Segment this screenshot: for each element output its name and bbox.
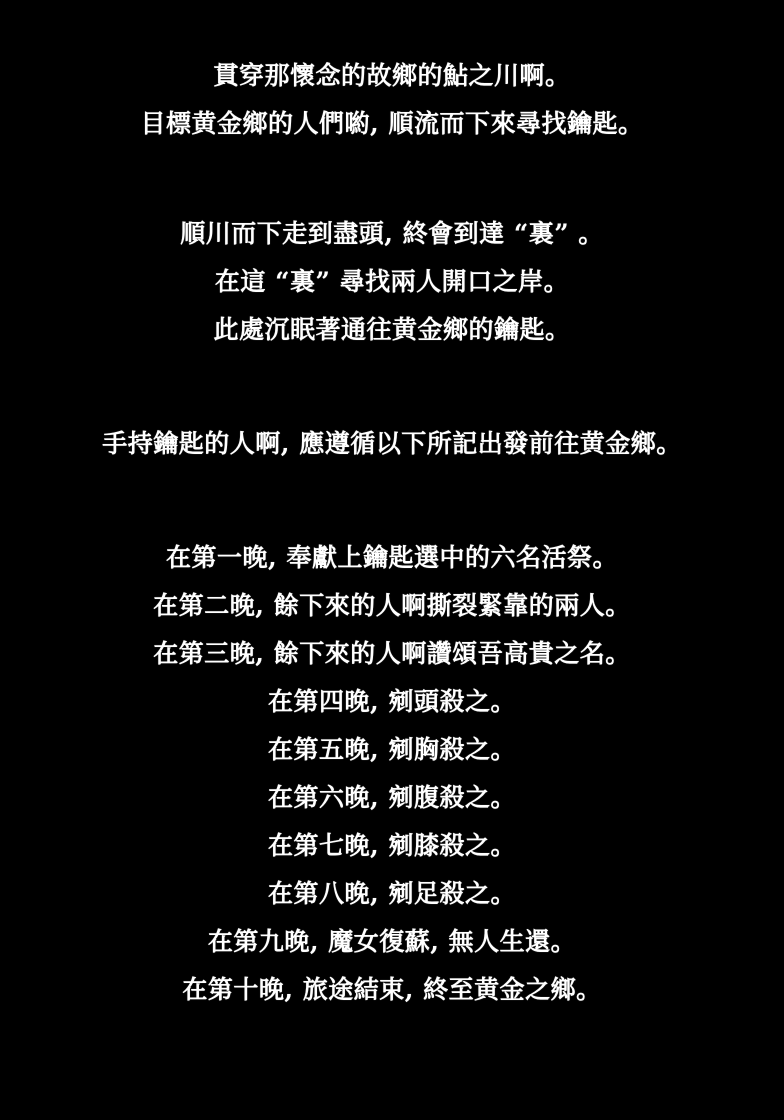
- epitaph-stanza-3: [40, 420, 744, 468]
- stanza-spacer: [40, 354, 744, 420]
- epitaph-line: 在第六晚, 剜腹殺之。: [268, 783, 516, 812]
- epitaph-line: 在第四晚, 剜頭殺之。: [268, 687, 516, 716]
- epitaph-line: 在第七晚, 剜膝殺之。: [268, 831, 516, 860]
- epitaph-line: 在第二晚, 餘下來的人啊撕裂緊靠的兩人。: [153, 591, 631, 620]
- epitaph-line: 目標黄金鄉的人們喲, 順流而下來尋找鑰匙。: [140, 109, 644, 138]
- epitaph-line: 在第三晚, 餘下來的人啊讚頌吾高貴之名。: [153, 639, 631, 668]
- epitaph-line: 在第九晚, 魔女復蘇, 無人生還。: [207, 927, 577, 956]
- stanza-spacer: [40, 148, 744, 210]
- epitaph-line: 在第十晚, 旅途結束, 終至黄金之鄉。: [182, 975, 602, 1004]
- epitaph-stanza-2: [40, 210, 744, 354]
- epitaph-line: 此處沉眠著通往黄金鄉的鑰匙。: [213, 315, 571, 344]
- stanza-spacer: [40, 468, 744, 534]
- epitaph-stanza-1: [40, 52, 744, 148]
- epitaph-line: 順川而下走到盡頭, 終會到達 “裏” 。: [180, 219, 604, 248]
- epitaph-line: 在這 “裏” 尋找兩人開口之岸。: [214, 267, 570, 296]
- epitaph-line: 在第八晚, 剜足殺之。: [268, 879, 516, 908]
- epitaph-line: 手持鑰匙的人啊, 應遵循以下所記出發前往黄金鄉。: [102, 429, 682, 458]
- epitaph-line: 在第一晚, 奉獻上鑰匙選中的六名活祭。: [166, 543, 618, 572]
- epitaph-line: 貫穿那懷念的故鄉的鮎之川啊。: [213, 61, 571, 90]
- epitaph-stanza-4: [40, 534, 744, 1014]
- epitaph-line: 在第五晚, 剜胸殺之。: [268, 735, 516, 764]
